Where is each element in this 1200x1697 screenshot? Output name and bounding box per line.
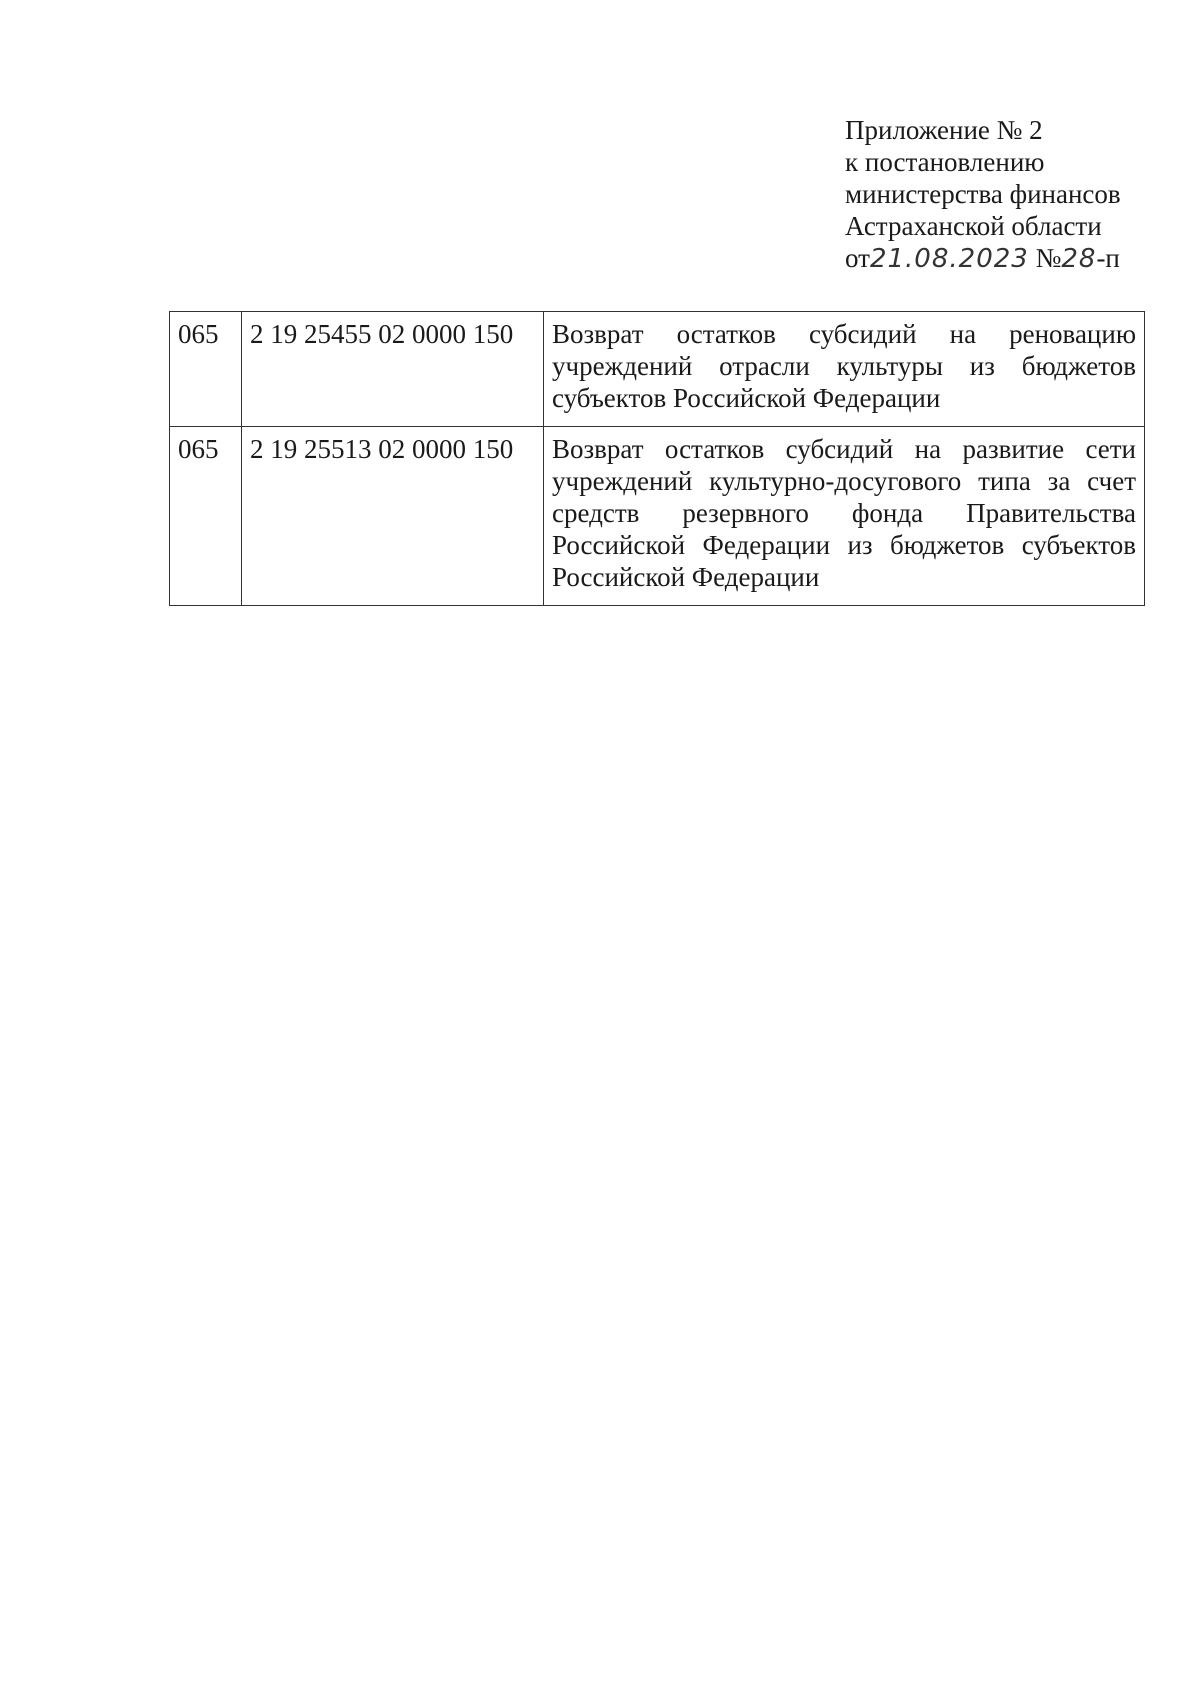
admin-code-cell: 065: [170, 427, 242, 606]
handwritten-number: 28: [1061, 244, 1097, 274]
appendix-subtitle-2: министерства финансов: [845, 179, 1121, 209]
handwritten-date: 21.08.2023: [869, 244, 1029, 274]
table-row: [170, 312, 1145, 427]
appendix-date-line: [845, 242, 1175, 275]
appendix-title: Приложение № 2: [845, 115, 1043, 145]
kbk-code-cell: 2 19 25455 02 0000 150: [242, 312, 544, 427]
date-prefix: от: [845, 243, 870, 273]
appendix-header: [845, 114, 1175, 275]
kbk-code-cell: 2 19 25513 02 0000 150: [242, 427, 544, 606]
income-name-cell: Возврат остатков субсидий на развитие сети учреждений культурно-досугового типа за счет средств резервного фонда Правительства Российской Федерации из бюджетов субъектов Российской Федерации: [544, 427, 1145, 606]
appendix-subtitle-3: Астраханской области: [845, 211, 1102, 241]
budget-codes-table: [169, 311, 1145, 606]
appendix-subtitle-1: к постановлению: [845, 147, 1045, 177]
number-suffix: -п: [1096, 243, 1120, 273]
admin-code-cell: 065: [170, 312, 242, 427]
income-name-cell: Возврат остатков субсидий на реновацию учреждений отрасли культуры из бюджетов субъектов Российской Федерации: [544, 312, 1145, 427]
table-row: [170, 427, 1145, 606]
number-prefix: №: [1028, 243, 1062, 273]
